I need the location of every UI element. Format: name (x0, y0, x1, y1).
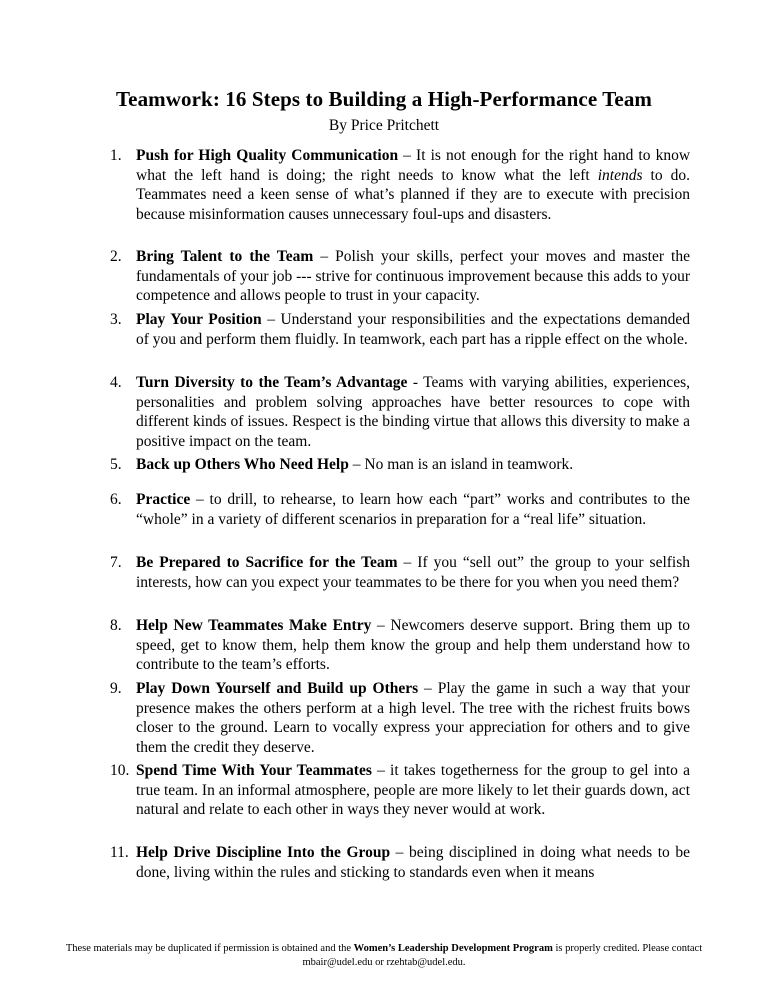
list-item-number: 10. (110, 762, 130, 779)
list-item-text (136, 843, 690, 882)
list-item-text (136, 490, 690, 529)
list-item (110, 679, 690, 757)
list-item-number: 6. (110, 491, 122, 508)
list-item-body: – It is not enough for the right hand to know what the left hand is doing; the right needs to know what the left (136, 147, 691, 184)
list-item-heading: Practice (136, 491, 191, 508)
list-item-body: – Polish your skills, perfect your moves and master the fundamentals of your job --- strive for continuous improvement because this adds to your competence and allows people to trust in your capacity. (136, 248, 690, 304)
list-item-heading: Play Your Position (136, 311, 262, 328)
list-item (110, 553, 690, 592)
footer-program-name: Women’s Leadership Development Program (353, 943, 553, 954)
list-item-emphasis: intends (597, 166, 643, 184)
list-item-text (136, 679, 690, 757)
list-item-text (136, 553, 690, 592)
document-author: By Price Pritchett (328, 117, 440, 134)
list-item-number: 2. (110, 248, 122, 265)
list-item-number: 7. (110, 554, 122, 571)
list-item-number: 3. (110, 311, 122, 328)
document-title: Teamwork: 16 Steps to Building a High-Performance Team (115, 87, 653, 111)
list-item (110, 843, 690, 882)
list-item-body: – it takes togetherness for the group to gel into a true team. In an informal atmosphere, people are more likely to let their guards down, act natural and relate to each other in ways they never would at work. (136, 762, 690, 818)
list-item-body: – Newcomers deserve support. Bring them up to speed, get to know them, help them know the group and help them understand how to contribute to the team’s efforts. (136, 617, 691, 673)
list-item-body: – being disciplined in doing what needs to be done, living within the rules and sticking to standards even when it means (136, 844, 690, 881)
list-item-text (136, 761, 690, 820)
list-item-heading: Help New Teammates Make Entry (136, 617, 372, 634)
list-item-body: – to drill, to rehearse, to learn how each “part” works and contributes to the “whole” in a variety of different scenarios in preparation for a “real life” situation. (136, 491, 690, 528)
page-footer (60, 942, 708, 970)
list-item (110, 146, 690, 224)
list-item (110, 373, 690, 451)
list-item-text (136, 310, 690, 349)
list-item-heading: Play Down Yourself and Build up Others (136, 680, 419, 697)
list-item-body: – Play the game in such a way that your presence makes the others perform at a high level. The tree with the richest fruits bows closer to the ground. Learn to vocally express your appreciation for others and to give them the credit they deserve. (136, 680, 690, 756)
list-item-body: – Understand your responsibilities and the expectations demanded of you and perform them fluidly. In teamwork, each part has a ripple effect on the whole. (136, 311, 690, 348)
footer-text: These materials may be duplicated if permission is obtained and the (65, 943, 354, 954)
list-item-text (136, 146, 690, 224)
list-item-body-continued: to do. Teammates need a keen sense of what’s planned if they are to execute with precision because misinformation causes unnecessary foul-ups and disasters. (136, 166, 690, 223)
list-item-number: 1. (110, 147, 122, 164)
list-item-heading: Help Drive Discipline Into the Group (136, 844, 391, 861)
list-item-body: – No man is an island in teamwork. (348, 456, 574, 473)
list-item-heading: Bring Talent to the Team (136, 248, 314, 265)
list-item-heading: Back up Others Who Need Help (136, 456, 349, 473)
list-item-heading: Be Prepared to Sacrifice for the Team (136, 554, 398, 571)
list-item-number: 5. (110, 456, 122, 473)
list-item-number: 11. (110, 844, 129, 861)
list-item (110, 490, 690, 529)
list-item-text (136, 455, 690, 475)
list-item-text (136, 247, 690, 306)
list-item (110, 455, 690, 475)
list-item-body: – If you “sell out” the group to your selfish interests, how can you expect your teammates to be there for you when you need them? (136, 554, 690, 591)
list-item-text (136, 373, 690, 451)
list-item (110, 616, 690, 675)
list-item-heading: Push for High Quality Communication (136, 147, 399, 164)
list-item-number: 8. (110, 617, 122, 634)
list-item-text (136, 616, 690, 675)
list-item (110, 247, 690, 306)
list-item-heading: Turn Diversity to the Team’s Advantage (136, 374, 408, 391)
list-item-body: - Teams with varying abilities, experiences, personalities and problem solving approaches have better resources to cope with different kinds of issues. Respect is the binding virtue that allows this diversity to make a positive impact on the team. (136, 374, 690, 450)
list-item-number: 4. (110, 374, 122, 391)
footer-text-continued: is properly credited. Please contact mbair@udel.edu or rzehtab@udel.edu. (302, 943, 703, 968)
list-item-heading: Spend Time With Your Teammates (136, 762, 372, 779)
list-item-number: 9. (110, 680, 122, 697)
list-item (110, 310, 690, 349)
list-item (110, 761, 690, 820)
